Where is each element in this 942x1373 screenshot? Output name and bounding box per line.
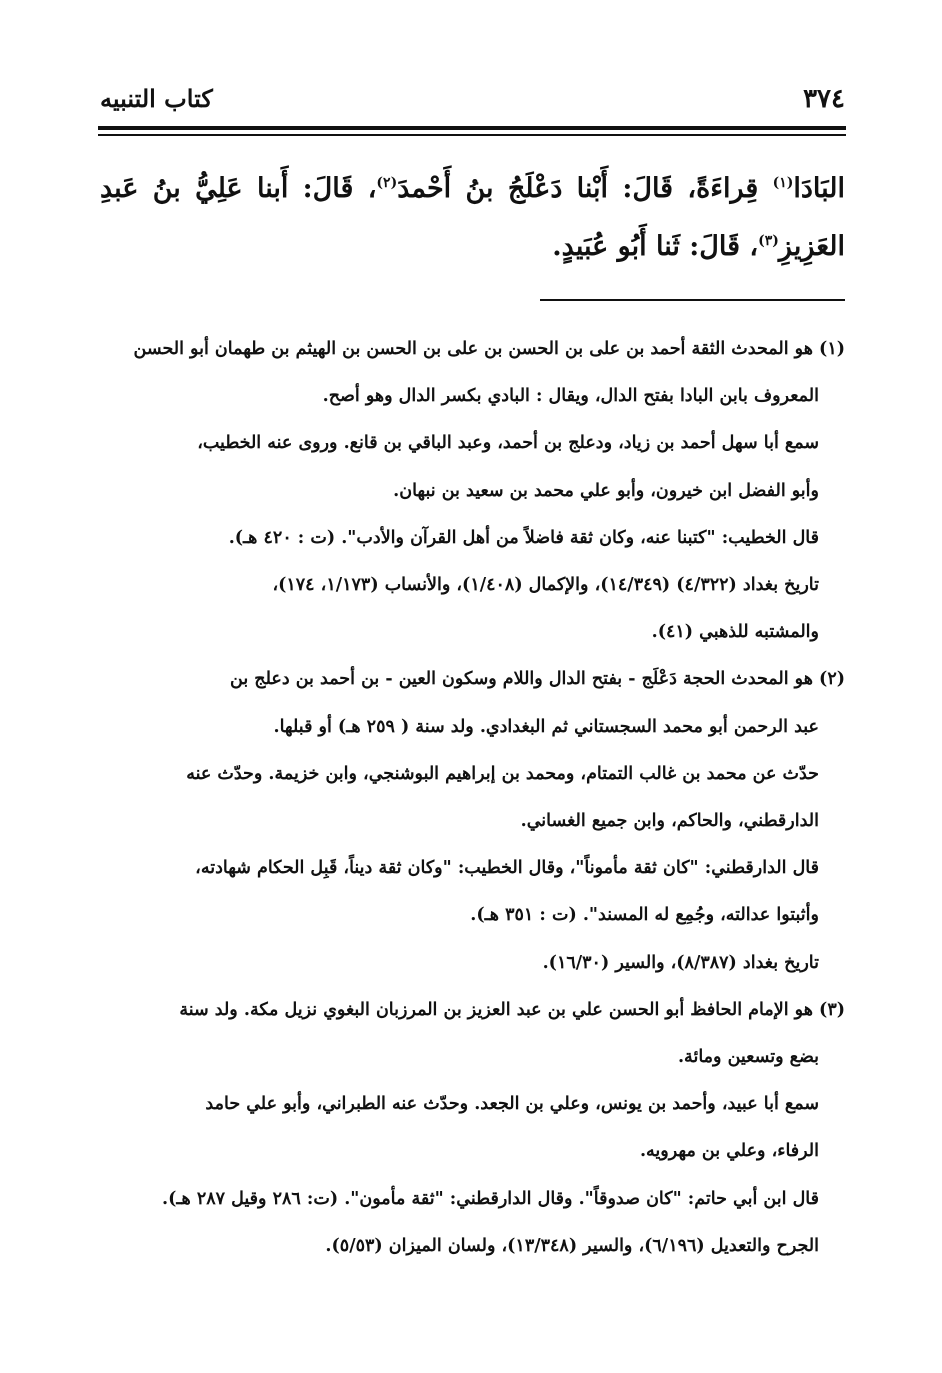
footnote-line: قال الخطيب: "كتبنا عنه، وكان ثقة فاضلاً من أهل القرآن والأدب". (ت : ٤٢٠ هـ).: [228, 527, 819, 548]
footnote-separator: [540, 299, 845, 301]
footnote-line: عبد الرحمن أبو محمد السجستاني ثم البغدادي. ولد سنة ( ٢٥٩ هـ) أو قبلها.: [273, 716, 819, 737]
main-text-segment: ، قَالَ: أَبنا عَلِيُّ بنُ عَبدِ العَزِيزِ: [100, 173, 845, 262]
running-title: كتاب التنبيه: [100, 84, 213, 113]
footnote-line: المعروف بابن البادا بفتح الدال، ويقال : البادي بكسر الدال وهو أصح.: [322, 386, 819, 407]
page-number: ٣٧٤: [803, 84, 845, 114]
footnote-line: (٢) هو المحدث الحجة دَعْلَج - بفتح الدال واللام وسكون العين - بن أحمد بن دعلج بن: [230, 669, 845, 690]
footnote-ref-1: (١): [772, 175, 794, 191]
main-text-segment: قِراءَةً، قَالَ: أَبْنا دَعْلَجُ بنُ أَحْمدَ: [397, 173, 773, 204]
footnote-line: حدّث عن محمد بن غالب التمتام، ومحمد بن إبراهيم البوشنجي، وابن خزيمة. وحدّث عنه: [186, 763, 819, 784]
footnote-line: قال ابن أبي حاتم: "كان صدوقاً". وقال الدارقطني: "ثقة مأمون". (ت: ٢٨٦ وقيل ٢٨٧ هـ).: [162, 1188, 819, 1209]
footnote-line: (١) هو المحدث الثقة أحمد بن على بن الحسن بن على بن الحسن بن الهيثم بن طهمان أبو الحسن: [133, 339, 845, 359]
footnotes: [100, 326, 845, 1270]
footnote-line: تاريخ بغداد (٨/٣٨٧)، والسير (١٦/٣٠).: [542, 952, 819, 973]
footnote-line: سمع أبا سهل أحمد بن زياد، ودعلج بن أحمد، وعبد الباقي بن قانع. وروى عنه الخطيب،: [197, 433, 819, 454]
main-text-segment: البَادَا: [793, 173, 845, 204]
main-text-segment: ، قَالَ: ثَنا أَبُو عُبَيدٍ.: [552, 231, 759, 262]
footnote-line: سمع أبا عبيد، وأحمد بن يونس، وعلي بن الجعد. وحدّث عنه الطبراني، وأبو علي حامد: [205, 1094, 819, 1115]
footnote-line: (٣) هو الإمام الحافظ أبو الحسن علي بن عبد العزيز بن المرزبان البغوي نزيل مكة. ولد سنة: [179, 999, 845, 1020]
footnote-line: والمشتبه للذهبي (٤١).: [651, 622, 819, 643]
page-header: [100, 82, 845, 122]
footnote-line: قال الدارقطني: "كان ثقة مأموناً"، وقال الخطيب: "وكان ثقة ديناً، قَبِل الحكام شهادته،: [195, 858, 819, 879]
footnote-line: الجرح والتعديل (٦/١٩٦)، والسير (١٣/٣٤٨)، ولسان الميزان (٥/٥٣).: [325, 1235, 819, 1256]
footnote-3: [100, 987, 845, 1270]
footnote-line: تاريخ بغداد (٤/٣٢٢) (١٤/٣٤٩)، والإكمال (١/٤٠٨)، والأنساب (١/١٧٣، ١٧٤)،: [272, 575, 819, 596]
footnote-2: [100, 656, 845, 986]
footnote-ref-2: (٢): [376, 175, 398, 191]
header-rule-thick: [98, 126, 846, 130]
footnote-line: بضع وتسعين ومائة.: [677, 1047, 819, 1068]
main-text: [100, 160, 845, 276]
footnote-line: الدارقطني، والحاكم، وابن جميع الغساني.: [520, 811, 819, 832]
footnote-line: الرفاء، وعلي بن مهرويه.: [639, 1141, 819, 1162]
footnote-ref-3: (٣): [758, 233, 779, 249]
footnote-line: وأبو الفضل ابن خيرون، وأبو علي محمد بن سعيد بن نبهان.: [393, 480, 819, 501]
header-rule-thin: [98, 134, 846, 136]
footnote-1: [100, 326, 845, 656]
footnote-line: وأثبتوا عدالته، وجُمِع له المسند". (ت : ٣٥١ هـ).: [470, 905, 819, 926]
